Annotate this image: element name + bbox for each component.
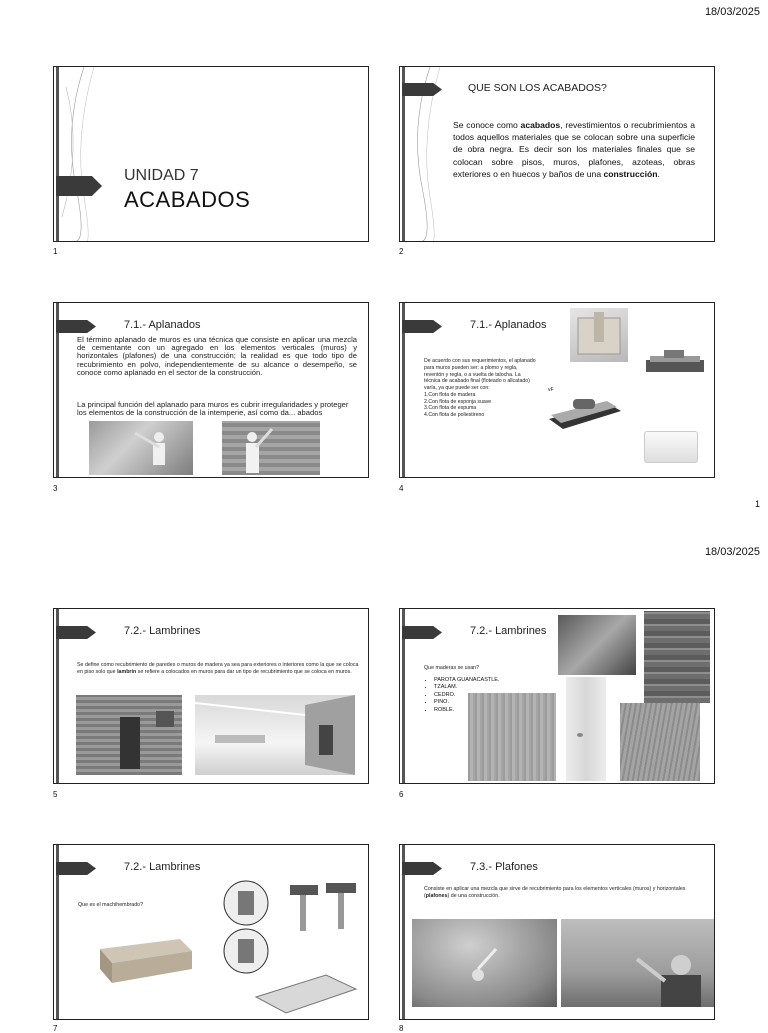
slide-title: 7.2.- Lambrines [470,625,547,637]
board-icon [100,929,192,987]
list-item: 2.Con flota de esponja suave [424,398,492,405]
list-item: 1.Con flota de madera [424,391,476,398]
slide-body [453,119,695,180]
polystyrene-float-photo [644,431,698,463]
slide-body [424,358,536,419]
slide-title-line2: ACABADOS [124,187,251,212]
slide-number: 7 [53,1024,58,1033]
body-text: De acuerdo con sus requerimientos, el aplanado para muros pueden ser: a plomo y regla, reventón y regla, o a vuelta de talocha. La técnica de acabado final (floteado o allcatado) varía, ya que puede ser con: [424,358,536,391]
plastering-photo [222,421,320,475]
slide-number: 8 [399,1024,404,1033]
slide-6 [399,608,715,784]
body-text: se refiere a colocados en muros para dar un tipo de recubrimiento que se coloca en muros. [136,668,352,675]
slide-3 [53,302,369,478]
worker-icon [222,421,320,475]
slide-question: Que maderas se usan? [424,665,480,671]
list-item: 3.Con flota de espuma [424,405,477,412]
stray-text: vF [548,387,554,393]
list-item: • ROBLE. [434,707,514,714]
ceiling-plaster-photo [412,919,557,1007]
slide-5 [53,608,369,784]
list-item: • CEDRO. [434,692,514,699]
list-item: • TZALAM. [434,684,514,691]
slide-number: 6 [399,790,404,799]
float-tool-icon [547,393,623,433]
body-text: Consiste en aplicar una mezcla que sirve de recubrimiento para los elementos verticales (muros) y horizontales ( [424,886,686,899]
left-accent-bar [56,67,59,241]
worker-icon [412,919,557,1007]
body-bold: lambrín [117,668,137,675]
slide-2 [399,66,715,242]
slide-paragraph-1: El término aplanado de muros es una técnica que consiste en aplicar una mezcla de cementante con un agregado en los elementos verticales (muros) y horizontales (plafones) de una construcción; la realidad es que todo tipo de recubrimiento en polvo, independientemente de su alcance o desempeño, se conoce como aplanado en el sector de la construcción. [77,335,357,377]
door-icon [76,695,182,775]
slide-7 [53,844,369,1020]
float-tool-icon [570,308,628,362]
title-arrow [402,626,442,639]
slide-number: 1 [53,247,58,256]
foam-float-photo [547,393,623,433]
body-bold: acabados [520,120,561,130]
slide-body [424,886,709,900]
list-item: • PAROTA GUANACASTLE. [434,677,514,684]
slide-title: QUE SON LOS ACABADOS? [468,82,607,94]
router-bit-icon [216,879,364,1017]
slide-title: 7.3.- Plafones [470,861,538,873]
tongue-groove-photo [100,929,192,987]
tzalam-wood-photo [644,611,710,703]
wood-float-photo [570,308,628,362]
body-text: Se conoce como [453,120,521,130]
office-interior-photo [195,695,355,775]
slide-8 [399,844,715,1020]
slide-4 [399,302,715,478]
worker-icon [89,421,193,475]
body-text: . [657,168,660,179]
pino-wood-photo [566,677,606,781]
slide-question: Que es el machihembrado? [78,902,144,908]
list-item: 4.Con flota de poliestireno [424,412,485,418]
slide-number: 3 [53,484,58,493]
title-arrow [56,626,96,639]
print-date: 18/03/2025 [704,6,760,18]
worker-icon [561,919,714,1007]
body-text: Se define como recubrimiento de paredes o muros de madera ya sea para exteriores o interiores como la que se coloca en piso solo que [77,662,359,675]
body-bold: plafones [425,892,448,899]
title-arrow [402,320,442,333]
body-text: , revestimientos o recubrimientos a todos aquellos materiales que se colocan sobre una superficie de obra negra. Es decir son los materiales finales que se colocan sobre pisos, muros, plafones, azoteas, obras exteriores o en huecos y baños de una [453,120,695,179]
slide-title: 7.2.- Lambrines [124,861,201,873]
title-arrow [56,320,96,333]
slide-title-line1: UNIDAD 7 [124,167,199,184]
knot-icon [566,677,606,781]
body-bold: construcción [603,168,658,179]
slide-number: 2 [399,247,404,256]
parota-wood-photo [558,615,636,675]
wood-wall-photo [76,695,182,775]
slide-title: 7.1.- Aplanados [124,319,201,331]
decorative-lines-icon [54,67,114,241]
slide-title: 7.2.- Lambrines [124,625,201,637]
router-bits-photo [216,879,364,1017]
print-date: 18/03/2025 [704,546,760,558]
roble-wood-photo [620,703,700,781]
slide-number: 5 [53,790,58,799]
slide-1 [53,66,369,242]
body-text: ) de una construcción. [447,892,500,899]
cedro-wood-photo [468,693,556,781]
corridor-icon [195,695,355,775]
sheet-page-number: 1 [754,499,760,509]
plastering-photo [89,421,193,475]
sponge-float-photo [644,348,706,378]
slide-title: 7.1.- Aplanados [470,319,547,331]
slide-number: 4 [399,484,404,493]
slide-paragraph-2: La principal función del aplanado para muros es cubrir irregularidades y proteger los elementos de la construcción de la intemperie, así como da... abados [77,400,349,418]
ceiling-worker-photo [561,919,714,1007]
float-tool-icon [644,348,706,378]
title-arrow [56,862,96,875]
slide-body [77,662,362,676]
title-arrow [402,862,442,875]
list-item: • PINO. [434,699,514,706]
